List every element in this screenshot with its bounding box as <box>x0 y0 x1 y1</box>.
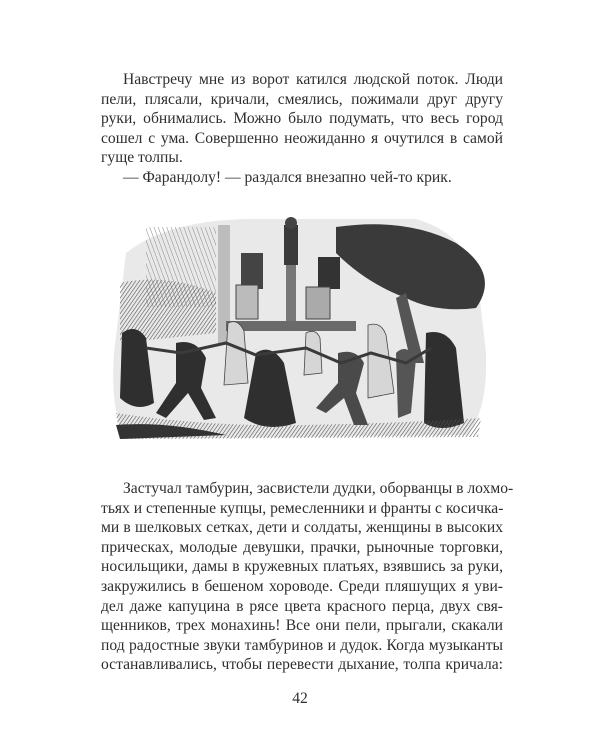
text-line: щенников, трех монахинь! Все они пели, прыгали, скакали <box>101 617 503 635</box>
text-line: останавливались, чтобы перевести дыхание, толпа кричала: <box>101 656 503 674</box>
paragraph-3 <box>101 479 514 675</box>
text-line: — Фарандолу! — раздался внезапно чей-то крик. <box>123 169 452 186</box>
text-line: закружились в бешеном хороводе. Среди пляшущих я уви- <box>101 577 503 595</box>
text-line: ми в шелковых сетках, дети и солдаты, женщины в высоких <box>101 519 503 537</box>
text-line: под радостные звуки тамбуринов и дудок. Когда музыканты <box>101 636 503 654</box>
text-line: гуще толпы. <box>101 149 183 167</box>
text-line: Застучал тамбурин, засвистели дудки, оборванцы в лохмо- <box>123 480 514 497</box>
engraving-image <box>106 213 492 445</box>
page-number: 42 <box>292 690 308 707</box>
text-line: Навстречу мне из ворот катился людской поток. Люди <box>123 71 503 88</box>
text-line: руки, обнимались. Можно было подумать, что весь город <box>101 110 503 128</box>
text-line: пели, плясали, кричали, смеялись, пожимали друг другу <box>101 90 503 108</box>
paragraph-1 <box>101 70 503 168</box>
text-line: тьях и степенные купцы, ремесленники и франты с косичка- <box>101 499 504 517</box>
farandole-illustration <box>106 213 492 445</box>
text-line: дел даже капуцина в рясе цвета красного перца, двух свя- <box>101 597 503 615</box>
text-line: носильщики, дамы в кружевных платьях, взявшись за руки, <box>101 558 503 576</box>
paragraph-2-dialogue <box>101 168 503 188</box>
text-line: прическах, молодые девушки, прачки, рыночные торговки, <box>101 538 503 556</box>
text-line: сошел с ума. Совершенно неожиданно я очутился в самой <box>101 129 503 147</box>
